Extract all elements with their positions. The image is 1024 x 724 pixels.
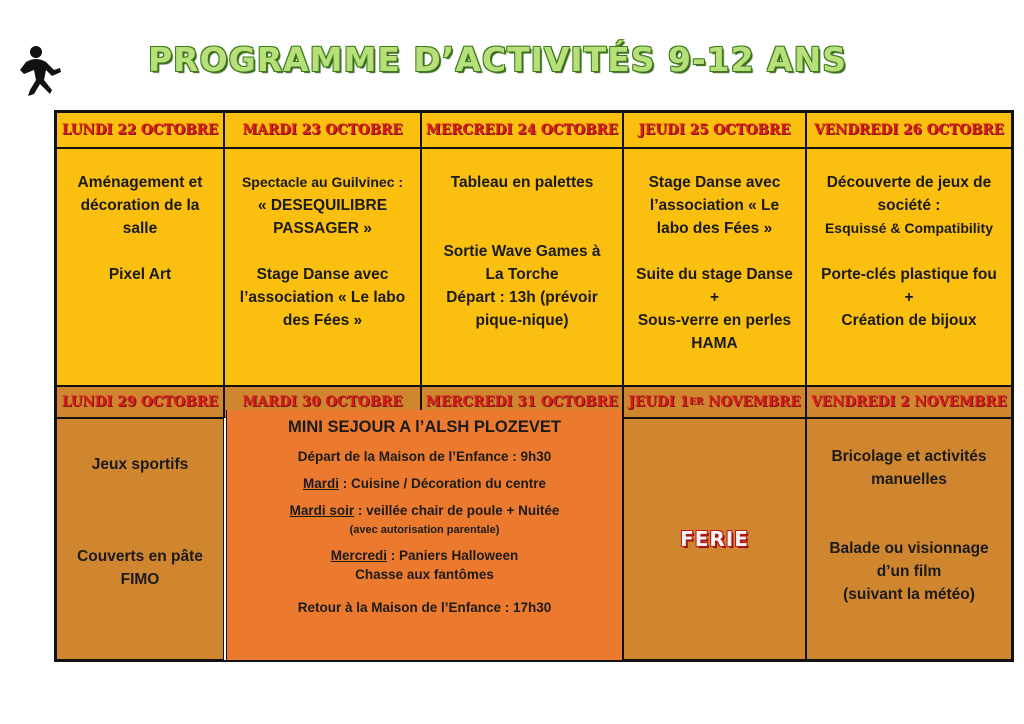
mini-sejour-retour: Retour à la Maison de l’Enfance : 17h30 <box>297 600 552 615</box>
mini-sejour-heading: MINI SEJOUR A l’ALSH PLOZEVET <box>288 418 561 436</box>
day-text: : Paniers Halloween <box>386 548 519 563</box>
page-title: PROGRAMME D’ACTIVITÉS 9-12 ANS <box>148 40 847 79</box>
activity-vendredi-26 <box>806 148 1012 386</box>
mini-sejour-mardi-soir <box>227 503 622 518</box>
text-line: Jeux sportifs <box>91 456 189 473</box>
text-line: manuelles <box>871 471 947 488</box>
text-line: décoration de la <box>80 197 200 214</box>
text-line: salle <box>122 220 158 237</box>
activity-lundi-29 <box>56 418 224 660</box>
text-line: Stage Danse avec <box>648 174 781 191</box>
text-line: Départ : 13h (prévoir <box>446 289 598 306</box>
text-line: Porte-clés plastique fou <box>821 266 997 283</box>
text-line: FIMO <box>120 571 160 588</box>
day-text: : Cuisine / Décoration du centre <box>338 476 547 491</box>
header-mercredi-24: MERCREDI 24 OCTOBRE <box>421 112 623 148</box>
text-line: Esquissé & Compatibility <box>824 220 994 236</box>
text-line: La Torche <box>485 266 559 283</box>
mini-sejour-depart: Départ de la Maison de l’Enfance : 9h30 <box>297 449 552 464</box>
dancer-silhouette-icon <box>16 44 64 98</box>
text-line: d’un film <box>876 563 942 580</box>
header-vendredi-26: VENDREDI 26 OCTOBRE <box>806 112 1012 148</box>
mini-sejour-chasse: Chasse aux fantômes <box>355 567 494 582</box>
text-line: des Fées » <box>282 312 363 329</box>
header-mardi-30: MARDI 30 OCTOBRE <box>224 386 421 418</box>
text-line: + <box>709 289 720 306</box>
text-line: Bricolage et activités <box>831 448 987 465</box>
text-line: labo des Fées » <box>656 220 773 237</box>
text-line: Découverte de jeux de <box>826 174 992 191</box>
text-line: (suivant la météo) <box>843 586 975 603</box>
text-line: Sous-verre en perles <box>637 312 792 329</box>
activity-jeudi-1 <box>623 418 806 660</box>
day-label: Mardi soir <box>289 503 355 518</box>
text-line: Suite du stage Danse <box>636 266 793 283</box>
day-label: Mercredi <box>330 548 387 563</box>
text-line: société : <box>877 197 941 214</box>
header-jeudi-25: JEUDI 25 OCTOBRE <box>623 112 806 148</box>
text-line: l’association « Le labo <box>239 289 406 306</box>
activity-lundi-22 <box>56 148 224 386</box>
text-line: Aménagement et <box>77 174 203 191</box>
header-mercredi-31: MERCREDI 31 OCTOBRE <box>421 386 623 418</box>
text-line: Spectacle au Guilvinec : <box>241 174 404 190</box>
text-line: Balade ou visionnage <box>829 540 989 557</box>
mini-sejour-mercredi <box>227 548 622 563</box>
header-vendredi-2: VENDREDI 2 NOVEMBRE <box>806 386 1012 418</box>
header-lundi-29: LUNDI 29 OCTOBRE <box>56 386 224 418</box>
header-text: NOVEMBRE <box>703 394 801 410</box>
text-line: + <box>904 289 914 306</box>
activity-table <box>54 110 1014 662</box>
header-jeudi-1 <box>623 386 806 418</box>
text-line: Couverts en pâte <box>77 548 203 565</box>
day-label: Mardi <box>302 476 339 491</box>
activity-vendredi-2 <box>806 418 1012 660</box>
text-line: Création de bijoux <box>841 312 977 329</box>
mini-sejour-autorisation: (avec autorisation parentale) <box>349 524 500 536</box>
header-sup: ER <box>689 397 704 407</box>
header-mardi-23: MARDI 23 OCTOBRE <box>224 112 421 148</box>
header-lundi-22: LUNDI 22 OCTOBRE <box>56 112 224 148</box>
text-line: Pixel Art <box>108 266 172 283</box>
text-line: pique-nique) <box>475 312 569 329</box>
text-line: Stage Danse avec <box>256 266 389 283</box>
activity-jeudi-25 <box>623 148 806 386</box>
text-line: « DESEQUILIBRE <box>257 197 388 214</box>
day-text: : veillée chair de poule + Nuitée <box>354 503 560 518</box>
text-line: PASSAGER » <box>273 220 372 237</box>
mini-sejour-block <box>226 410 623 660</box>
activity-mercredi-24 <box>421 148 623 386</box>
activity-mardi-23 <box>224 148 421 386</box>
text-line: Tableau en palettes <box>450 174 594 191</box>
header-text: JEUDI 1 <box>628 394 690 410</box>
mini-sejour-mardi <box>227 476 622 491</box>
text-line: l’association « Le <box>649 197 780 214</box>
ferie-label: FERIE <box>680 527 749 551</box>
text-line: Sortie Wave Games à <box>443 243 601 260</box>
text-line: HAMA <box>691 335 738 352</box>
